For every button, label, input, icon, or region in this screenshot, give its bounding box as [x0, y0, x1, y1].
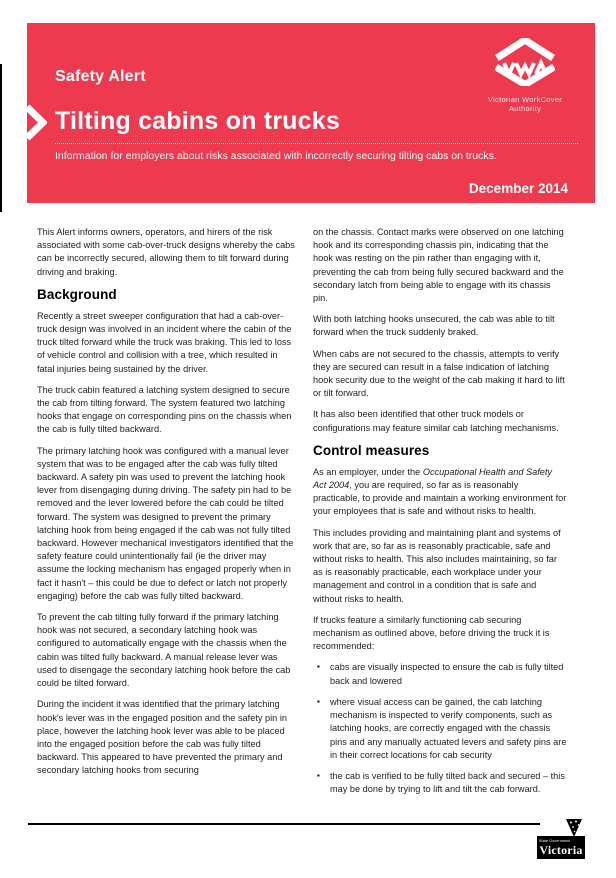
- square-bullet-icon: ▪: [317, 696, 320, 706]
- banner: [27, 23, 595, 203]
- vwa-org-line2: Authority: [508, 104, 542, 113]
- body-column-left: [37, 226, 296, 786]
- victoria-label: Victoria: [539, 843, 583, 857]
- paragraph: on the chassis. Contact marks were observed on one latching hook and its corresponding chassis pin, indicating that the hook was resting on the pin rather than engaging with it, preventing the cab from being fully secured backward and the secondary latch from being able to engage with its chassis pin.: [313, 227, 564, 304]
- square-bullet-icon: ▪: [317, 770, 320, 780]
- victoria-state-government-logo: [537, 819, 585, 859]
- vwa-logo: [465, 38, 585, 113]
- text-segment: As an employer, under the: [313, 466, 423, 477]
- document-subtitle: Information for employers about risks associated with incorrectly securing tilting cabs on trucks.: [55, 150, 497, 162]
- square-bullet-icon: ▪: [317, 662, 320, 672]
- dotted-divider: [55, 143, 578, 144]
- page-title: Tilting cabins on trucks: [55, 107, 340, 135]
- victoria-v-icon: [566, 819, 582, 837]
- paragraph: It has also been identified that other truck models or configurations may feature similar cab latching mechanisms.: [313, 409, 559, 433]
- paragraph: This includes providing and maintaining plant and systems of work that are, so far as is reasonably practicable, safe and without risks to health. This also includes maintaining, so far as is reasonably practicable, each workplace under your management and control in a condition that is safe and without risks to health.: [313, 527, 561, 604]
- list-item: [313, 696, 567, 762]
- scan-artifact-line: [0, 64, 2, 212]
- vwa-org-line1: Victorian WorkCover: [487, 95, 563, 104]
- paragraph: The primary latching hook was configured with a manual lever system that was to be engaged after the cab was fully tilted backward. A safety pin was used to prevent the latching hook lever from disengaging during driving. The safety pin had to be removed and the lever lowered before the cab could be tilted forward. The system was designed to prevent the primary latching hook from being engaged if the cab was not fully tilted backward. However mechanical investigators identified that the safety feature could unintentionally fail (ie the driver may assume the locking mechanism has engaged properly when in fact it hasn't – this could be due to defect or latch not properly engaging) before the cab was fully tilted backward.: [37, 445, 294, 601]
- body-column-right: [313, 226, 567, 804]
- paragraph: To prevent the cab tilting fully forward if the primary latching hook was not secured, a secondary latching hook was configured to automatically engage with the chassis when the cabin was tilted fully backward. A manual release lever was used to disengage the secondary latching hook before the cab could be tilted forward.: [37, 612, 291, 689]
- paragraph: The truck cabin featured a latching system designed to secure the cab from tilting forward. The system featured two latching hooks that engage on corresponding pins on the chassis when the cab is fully tilted backward.: [37, 384, 292, 435]
- act-citation: Occupational Health and Safety Act 2004: [313, 466, 553, 491]
- victoria-logo-box: [537, 836, 585, 859]
- paragraph: Recently a street sweeper configuration that had a cab-over-truck design was involved in an incident where the cabin of the truck tilted forward while the truck was braking. This led to loss of vehicle control and collision with a tree, which resulted in fatal injuries being sustained by the driver.: [37, 310, 292, 374]
- paragraph: During the incident it was identified that the primary latching hook's lever was in the engaged position and the safety pin in place, however the latching hook lever was able to be placed into the engaged position before the cab was fully tilted backward. This appeared to have prevented the primary and secondary latching hooks from securing: [37, 699, 287, 776]
- list-item-text: the cab is verified to be fully tilted back and secured – this may be done by trying to lift and tilt the cab forward.: [330, 770, 565, 795]
- paragraph: When cabs are not secured to the chassis, attempts to verify they are secured can result in a false indication of latching hook security due to the weight of the cab making it hard to lift or tilt forward.: [313, 348, 565, 399]
- list-item-text: where visual access can be gained, the cab latching mechanism is inspected to verify components, such as latching hooks, are correctly engaged with the chassis pins and any manually actuated levers and safety pins are in their correct locations for cab security: [330, 696, 567, 760]
- section-heading-background: Background: [37, 286, 117, 302]
- state-government-label: State Government: [539, 839, 571, 843]
- document-date: December 2014: [468, 181, 568, 196]
- section-heading-control-measures: Control measures: [313, 442, 430, 458]
- chevron-right-icon: [27, 103, 47, 142]
- document-kicker: Safety Alert: [55, 68, 146, 85]
- vwa-diamond-icon: [495, 38, 555, 86]
- text-segment: , you are required, so far as is reasonably practicable, to provide and maintain a working environment for your employees that is safe and without risks to health.: [313, 480, 567, 517]
- paragraph: With both latching hooks unsecured, the cab was able to tilt forward when the truck suddenly braked.: [313, 314, 555, 338]
- list-item: [313, 770, 567, 796]
- list-item: [313, 661, 567, 687]
- recommendations-list: [313, 661, 567, 796]
- paragraph-with-citation: [313, 466, 567, 519]
- paragraph: If trucks feature a similarly functioning cab securing mechanism as outlined above, before driving the truck it is recommended:: [313, 614, 550, 652]
- vwa-org-name: [465, 95, 585, 113]
- list-item-text: cabs are visually inspected to ensure the cab is fully tilted back and lowered: [330, 662, 564, 686]
- footer-divider: [28, 823, 540, 825]
- paragraph-intro: This Alert informs owners, operators, and hirers of the risk associated with some cab-over-truck designs whereby the cabs can be incorrectly secured, allowing them to tilt forward during driving and braking.: [37, 227, 295, 277]
